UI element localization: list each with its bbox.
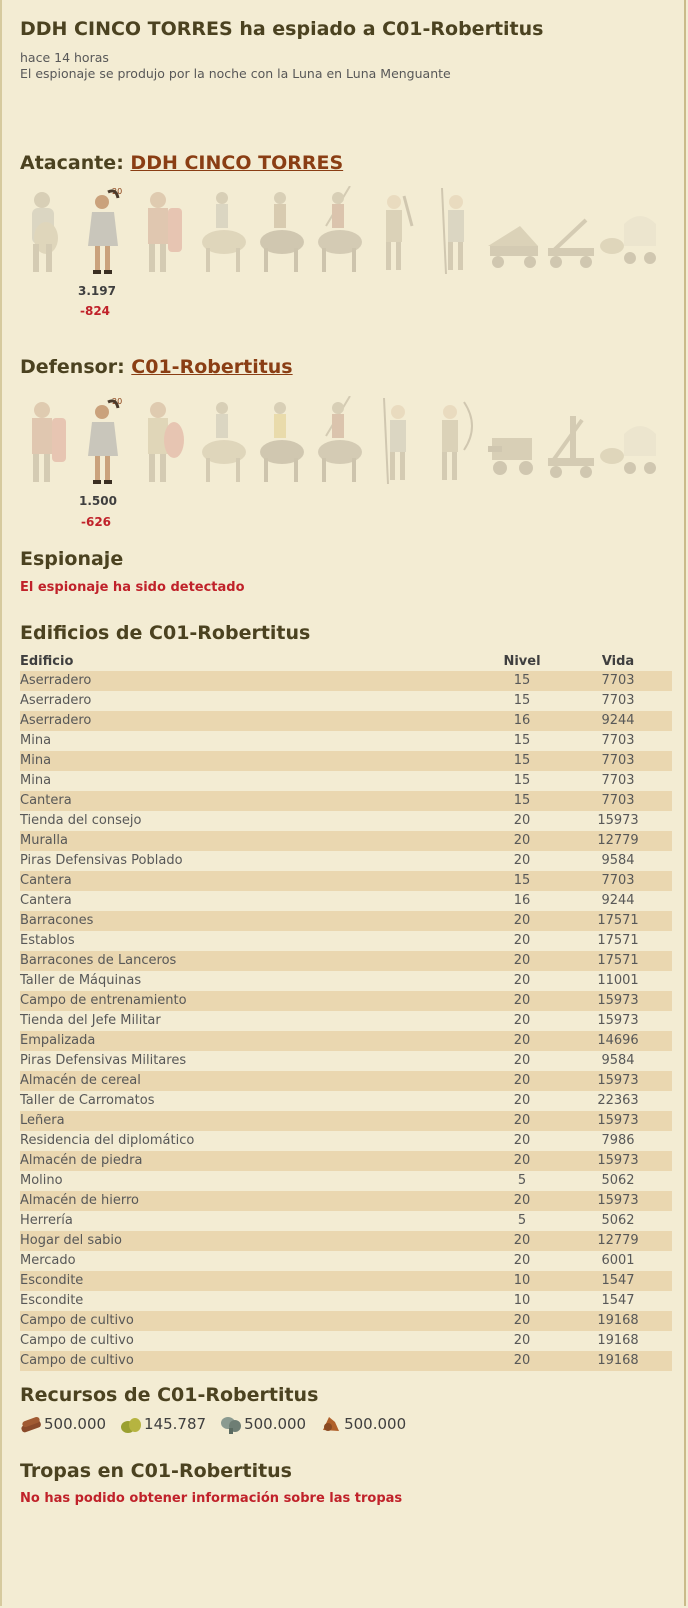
attacker-label: Atacante: [20,152,124,174]
building-level-cell: 20 [513,853,531,868]
resources-heading: Recursos de C01-Robertitus [20,1384,319,1406]
table-row [20,931,672,951]
moon-note: El espionaje se produjo por la noche con la Luna en Luna Menguante [20,66,451,81]
attacker-unit-count: 3.197 [78,284,116,298]
building-level-cell: 20 [513,813,531,828]
building-name-cell: Mina [20,751,480,771]
resource-stone [220,1414,306,1434]
table-row [20,731,672,751]
building-level-cell: 20 [480,1111,564,1131]
table-row [20,1291,672,1311]
defender-link[interactable]: C01-Robertitus [131,356,293,378]
building-name-cell: Tienda del Jefe Militar [20,1013,161,1028]
building-level-cell: 15 [480,871,564,891]
building-health-cell: 15973 [564,1071,672,1091]
troops-status: No has podido obtener información sobre las tropas [20,1491,403,1506]
building-level-cell: 5 [517,1213,527,1228]
table-row [20,691,672,711]
table-row [20,1071,672,1091]
table-row [20,1311,672,1331]
table-row [20,1171,672,1191]
building-name-cell: Piras Defensivas Militares [20,1053,187,1068]
building-level-cell: 20 [513,1013,531,1028]
table-row [20,1231,672,1251]
building-health-cell: 7703 [564,871,672,891]
building-health-cell: 17571 [564,911,672,931]
building-name-cell: Barracones de Lanceros [20,951,480,971]
building-level-cell: 15 [513,773,531,788]
building-name-cell: Barracones [20,911,480,931]
building-level-cell: 20 [480,991,564,1011]
table-row [20,871,672,891]
table-row [20,951,672,971]
building-health-cell: 11001 [597,973,639,988]
table-row [20,1051,672,1071]
resource-wood [20,1414,106,1434]
grain-icon [120,1414,142,1434]
building-name-cell: Aserradero [20,711,480,731]
heavy-cavalry-icon [310,186,368,278]
building-health-cell: 19168 [564,1351,672,1371]
cavalry-icon [252,396,310,488]
building-name-cell: Mina [20,733,52,748]
building-health-cell: 9584 [601,853,635,868]
defender-units [20,396,670,496]
building-name-cell: Almacén de cereal [20,1071,480,1091]
building-name-cell: Campo de cultivo [20,1311,480,1331]
table-row [20,1331,672,1351]
building-level-cell: 20 [480,911,564,931]
table-row [20,751,672,771]
building-health-cell: 9244 [564,711,672,731]
building-level-cell: 15 [513,733,531,748]
table-row [20,971,672,991]
building-level-cell: 20 [513,1333,531,1348]
heavy-cavalry-icon [310,396,368,488]
attacker-units [20,186,670,286]
building-health-cell: 7703 [601,733,635,748]
table-row [20,831,672,851]
building-name-cell: Taller de Carromatos [20,1093,155,1108]
buildings-body [20,671,672,1371]
table-row [20,1351,672,1371]
archer-icon [426,396,484,488]
table-row [20,1191,672,1211]
building-health-cell: 15973 [564,1111,672,1131]
building-name-cell: Hogar del sabio [20,1231,480,1251]
espionage-status: El espionaje ha sido detectado [20,580,245,595]
building-name-cell: Cantera [20,871,480,891]
building-level-cell: 20 [480,1031,564,1051]
building-health-cell: 14696 [564,1031,672,1051]
building-health-cell: 7703 [564,791,672,811]
resource-iron [320,1414,406,1434]
building-health-cell: 9244 [601,893,635,908]
light-cavalry-icon [194,396,252,488]
buildings-table [20,651,672,1371]
defender-label: Defensor: [20,356,125,378]
light-cavalry-icon [194,186,252,278]
report-title: DDH CINCO TORRES ha espiado a C01-Robertitus [20,18,544,40]
building-level-cell: 20 [480,1071,564,1091]
attacker-heading [20,152,343,174]
building-name-cell: Residencia del diplomático [20,1133,195,1148]
building-health-cell: 7703 [564,751,672,771]
building-name-cell: Molino [20,1173,63,1188]
building-level-cell: 10 [480,1271,564,1291]
resources-list [20,1414,420,1434]
building-health-cell: 22363 [597,1093,639,1108]
building-name-cell: Escondite [20,1293,84,1308]
building-level-cell: 20 [480,1151,564,1171]
building-health-cell: 15973 [564,1151,672,1171]
resource-grain [120,1414,206,1434]
table-row [20,1151,672,1171]
building-health-cell: 9584 [601,1053,635,1068]
building-health-cell: 1547 [601,1293,635,1308]
defender-unit-loss: -626 [80,515,112,529]
building-name-cell: Almacén de piedra [20,1151,480,1171]
svg-text:20: 20 [112,187,123,196]
spearman-icon [368,396,426,488]
building-level-cell: 16 [513,893,531,908]
table-row [20,1271,672,1291]
column-header-building: Edificio [20,653,74,669]
building-level-cell: 20 [513,1053,531,1068]
building-health-cell: 15973 [564,991,672,1011]
resource-grain-value: 145.787 [144,1415,207,1433]
building-health-cell: 7986 [601,1133,635,1148]
wagon-icon [600,186,658,278]
legionary-icon [20,396,78,488]
building-health-cell: 15973 [597,1013,639,1028]
resource-iron-value: 500.000 [344,1415,407,1433]
building-level-cell: 5 [517,1173,527,1188]
building-level-cell: 20 [513,1133,531,1148]
building-name-cell: Cantera [20,791,480,811]
stone-icon [220,1414,242,1434]
building-health-cell: 15973 [564,1191,672,1211]
resource-stone-value: 500.000 [244,1415,307,1433]
table-row [20,1011,672,1031]
building-health-cell: 19168 [597,1333,639,1348]
building-level-cell: 20 [513,1093,531,1108]
building-level-cell: 20 [480,951,564,971]
building-health-cell: 7703 [564,671,672,691]
building-name-cell: Herrería [20,1213,73,1228]
buildings-header-row [20,651,672,671]
building-name-cell: Aserradero [20,671,480,691]
report-time: hace 14 horas [20,50,109,65]
building-level-cell: 20 [480,831,564,851]
building-health-cell: 5062 [601,1213,635,1228]
building-name-cell: Piras Defensivas Poblado [20,853,183,868]
cavalry-icon [252,186,310,278]
building-name-cell: Campo de cultivo [20,1333,134,1348]
iron-icon [320,1414,342,1434]
attacker-unit-loss: -824 [79,304,111,318]
defender-unit-count: 1.500 [79,494,117,508]
troops-heading: Tropas en C01-Robertitus [20,1460,292,1482]
attacker-link[interactable]: DDH CINCO TORRES [130,152,344,174]
building-name-cell: Cantera [20,893,72,908]
swordsman-icon [20,186,78,278]
table-row [20,1031,672,1051]
axeman-icon [368,186,426,278]
spy-icon [78,186,136,278]
table-row [20,791,672,811]
spearman-icon [426,186,484,278]
building-name-cell: Escondite [20,1271,480,1291]
building-health-cell: 19168 [564,1311,672,1331]
building-health-cell: 7703 [601,773,635,788]
building-level-cell: 20 [513,1253,531,1268]
espionage-heading: Espionaje [20,548,124,570]
building-health-cell: 1547 [564,1271,672,1291]
table-row [20,711,672,731]
building-name-cell: Almacén de hierro [20,1191,480,1211]
building-level-cell: 15 [513,693,531,708]
catapult-icon [542,396,600,488]
building-name-cell: Tienda del consejo [20,813,142,828]
catapult-icon [542,186,600,278]
table-row [20,991,672,1011]
table-row [20,671,672,691]
building-level-cell: 15 [480,791,564,811]
building-health-cell: 5062 [601,1173,635,1188]
building-health-cell: 6001 [601,1253,635,1268]
building-name-cell: Campo de entrenamiento [20,991,480,1011]
building-name-cell: Mercado [20,1253,76,1268]
building-health-cell: 17571 [564,951,672,971]
building-name-cell: Campo de cultivo [20,1351,480,1371]
building-name-cell: Taller de Máquinas [20,973,142,988]
wagon-icon [600,396,658,488]
column-header-level: Nivel [503,653,541,669]
building-name-cell: Muralla [20,831,480,851]
building-name-cell: Empalizada [20,1031,480,1051]
report-meta [20,50,451,82]
table-row [20,771,672,791]
building-health-cell: 7703 [601,693,635,708]
building-level-cell: 20 [480,1311,564,1331]
building-health-cell: 12779 [564,831,672,851]
building-name-cell: Leñera [20,1111,480,1131]
building-level-cell: 15 [480,671,564,691]
building-health-cell: 17571 [597,933,639,948]
svg-text:20: 20 [112,397,123,406]
building-level-cell: 20 [513,973,531,988]
column-header-health: Vida [601,653,635,669]
table-row [20,811,672,831]
table-row [20,1111,672,1131]
table-row [20,891,672,911]
building-health-cell: 15973 [597,813,639,828]
building-level-cell: 10 [513,1293,531,1308]
table-row [20,851,672,871]
wood-icon [20,1414,42,1434]
buildings-heading: Edificios de C01-Robertitus [20,622,311,644]
building-level-cell: 20 [480,1231,564,1251]
resource-wood-value: 500.000 [44,1415,107,1433]
building-level-cell: 20 [480,1191,564,1211]
building-level-cell: 20 [513,933,531,948]
ram-icon [484,186,542,278]
spy-icon [78,396,136,488]
building-health-cell: 12779 [564,1231,672,1251]
building-name-cell: Mina [20,773,52,788]
building-level-cell: 15 [480,751,564,771]
table-row [20,1211,672,1231]
ram-icon [484,396,542,488]
table-row [20,1091,672,1111]
table-row [20,1131,672,1151]
defender-heading [20,356,293,378]
shield-warrior-icon [136,396,194,488]
building-name-cell: Aserradero [20,693,92,708]
table-row [20,1251,672,1271]
table-row [20,911,672,931]
building-level-cell: 16 [480,711,564,731]
building-level-cell: 20 [480,1351,564,1371]
legionary-icon [136,186,194,278]
building-name-cell: Establos [20,933,75,948]
